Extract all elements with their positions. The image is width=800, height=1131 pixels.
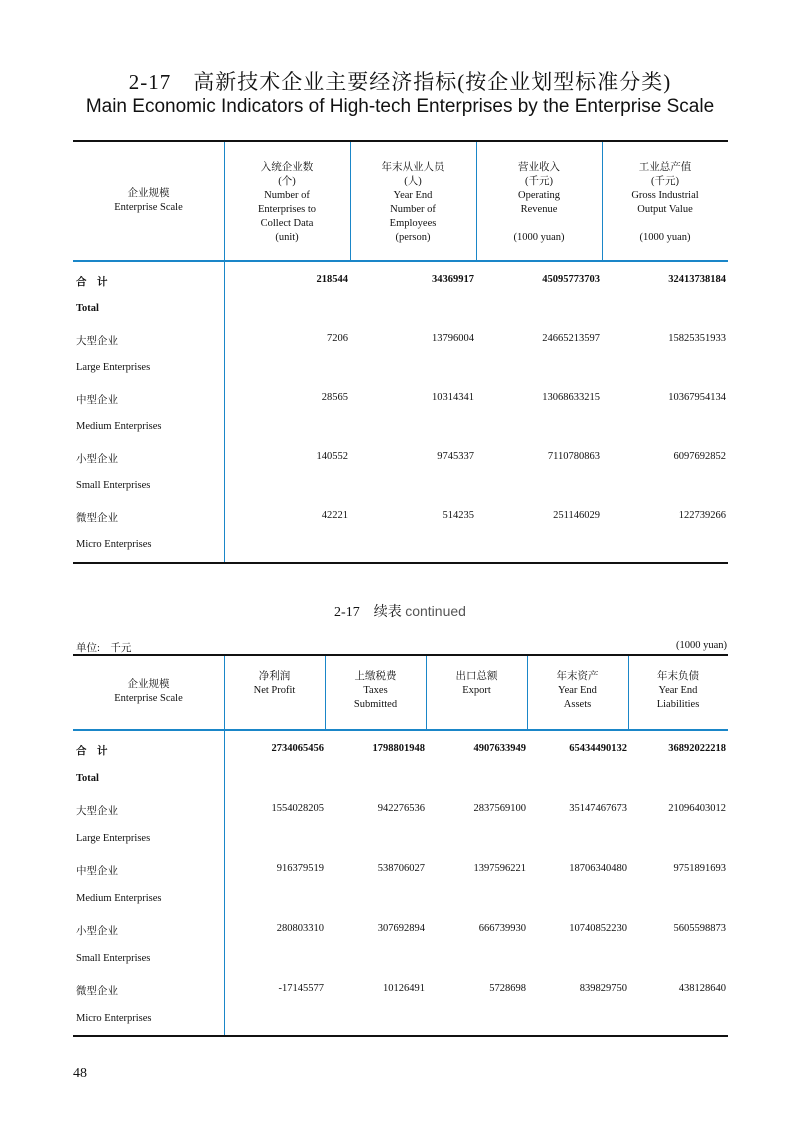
table-cell: 5605598873 [673, 923, 726, 934]
row-label-zh: 大型企业 [76, 806, 118, 817]
table-cell: 1554028205 [271, 803, 324, 814]
row-label-en: Small Enterprises [76, 480, 151, 491]
table-cell: 514235 [442, 510, 474, 521]
table-cell: 6097692852 [673, 451, 726, 462]
row-label-en: Medium Enterprises [76, 893, 162, 904]
table1-bottom-rule [73, 562, 728, 564]
table-cell: 2734065456 [271, 743, 324, 754]
table-cell: 42221 [321, 510, 348, 521]
table-cell: 2837569100 [473, 803, 526, 814]
row-label-zh: 微型企业 [76, 986, 118, 997]
table-cell: 280803310 [276, 923, 324, 934]
table-cell: 35147467673 [569, 803, 627, 814]
table-cell: 7110780863 [547, 451, 600, 462]
table2-bottom-rule [73, 1035, 728, 1037]
table-cell: 10740852230 [569, 923, 627, 934]
table-cell: 45095773703 [542, 274, 600, 285]
table1-header-output: 工业总产值 (千元) Gross Industrial Output Value (1000 yuan) [631, 162, 699, 243]
row-label-en: Total [76, 303, 99, 314]
table-title-en: Main Economic Indicators of High-tech Enterprises by the Enterprise Scale [85, 96, 715, 117]
table1-header-employees: 年末从业人员 (人) Year End Number of Employees (person) [381, 162, 445, 243]
table-cell: 9751891693 [673, 863, 726, 874]
table-title-zh: 2-17 高新技术企业主要经济指标(按企业划型标准分类) [128, 70, 672, 94]
row-label-zh: 合 计 [76, 746, 108, 757]
table1-header-revenue: 营业收入 (千元) Operating Revenue (1000 yuan) [513, 162, 565, 243]
row-label-zh: 小型企业 [76, 926, 118, 937]
table-cell: 5728698 [489, 983, 526, 994]
continued-title-zh: 2-17 续表 [334, 605, 402, 620]
row-label-zh: 微型企业 [76, 513, 118, 524]
table-cell: 36892022218 [668, 743, 726, 754]
table2-header-taxes: 上缴税费 Taxes Submitted [353, 671, 398, 710]
table2-header-rule [73, 729, 728, 731]
table-cell: 140552 [316, 451, 348, 462]
table2-header-liabilities: 年末负债 Year End Liabilities [656, 671, 700, 710]
row-label-en: Micro Enterprises [76, 539, 152, 550]
table1-top-rule [73, 140, 728, 142]
table1-header-rule [73, 260, 728, 262]
table-cell: 28565 [321, 392, 348, 403]
table-cell: 916379519 [276, 863, 324, 874]
row-label-en: Total [76, 773, 99, 784]
table-cell: 1798801948 [372, 743, 425, 754]
row-label-en: Large Enterprises [76, 362, 151, 373]
table-cell: 24665213597 [542, 333, 600, 344]
table-cell: 18706340480 [569, 863, 627, 874]
table-cell: 10314341 [432, 392, 474, 403]
table-cell: 10126491 [383, 983, 425, 994]
table-cell: 10367954134 [668, 392, 726, 403]
table-cell: 122739266 [678, 510, 726, 521]
table-cell: 65434490132 [569, 743, 627, 754]
table-cell: 538706027 [377, 863, 425, 874]
row-label-en: Micro Enterprises [76, 1013, 152, 1024]
table-cell: 21096403012 [668, 803, 726, 814]
page-number: 48 [73, 1066, 87, 1081]
table-cell: 438128640 [678, 983, 726, 994]
table2-header-export: 出口总额 Export [455, 671, 498, 696]
table2-stub-header: 企业规模 Enterprise Scale [114, 679, 183, 704]
row-label-zh: 中型企业 [76, 395, 118, 406]
table-cell: 839829750 [579, 983, 627, 994]
table-cell: 9745337 [437, 451, 474, 462]
row-label-zh: 小型企业 [76, 454, 118, 465]
table-cell: 666739930 [478, 923, 526, 934]
table-cell: 13068633215 [542, 392, 600, 403]
continued-title [0, 601, 800, 621]
table2-header-net-profit: 净利润 Net Profit [253, 671, 296, 696]
table-cell: 251146029 [553, 510, 600, 521]
table1-stub-header: 企业规模 Enterprise Scale [114, 188, 183, 213]
row-label-en: Small Enterprises [76, 953, 151, 964]
table-cell: 1397596221 [473, 863, 526, 874]
table-cell: 942276536 [377, 803, 425, 814]
table-cell: 307692894 [377, 923, 425, 934]
table2-stub-divider [224, 656, 225, 1035]
unit-label-en: (1000 yuan) [675, 640, 727, 651]
table1-header-enterprises: 入统企业数 (个) Number of Enterprises to Collect Data (unit) [257, 162, 317, 243]
row-label-zh: 中型企业 [76, 866, 118, 877]
table-cell: 15825351933 [668, 333, 726, 344]
row-label-zh: 合 计 [76, 277, 108, 288]
row-label-en: Large Enterprises [76, 833, 151, 844]
unit-label-zh: 单位: 千元 [76, 643, 132, 654]
table-cell: -17145577 [278, 983, 324, 994]
row-label-zh: 大型企业 [76, 336, 118, 347]
table-cell: 218544 [316, 274, 348, 285]
table-cell: 34369917 [432, 274, 474, 285]
row-label-en: Medium Enterprises [76, 421, 162, 432]
continued-title-en: continued [405, 603, 466, 619]
table2-header-assets: 年末资产 Year End Assets [556, 671, 599, 710]
table-cell: 7206 [327, 333, 348, 344]
table-cell: 4907633949 [473, 743, 526, 754]
table-cell: 32413738184 [668, 274, 726, 285]
table2-top-rule [73, 654, 728, 656]
table-cell: 13796004 [432, 333, 474, 344]
